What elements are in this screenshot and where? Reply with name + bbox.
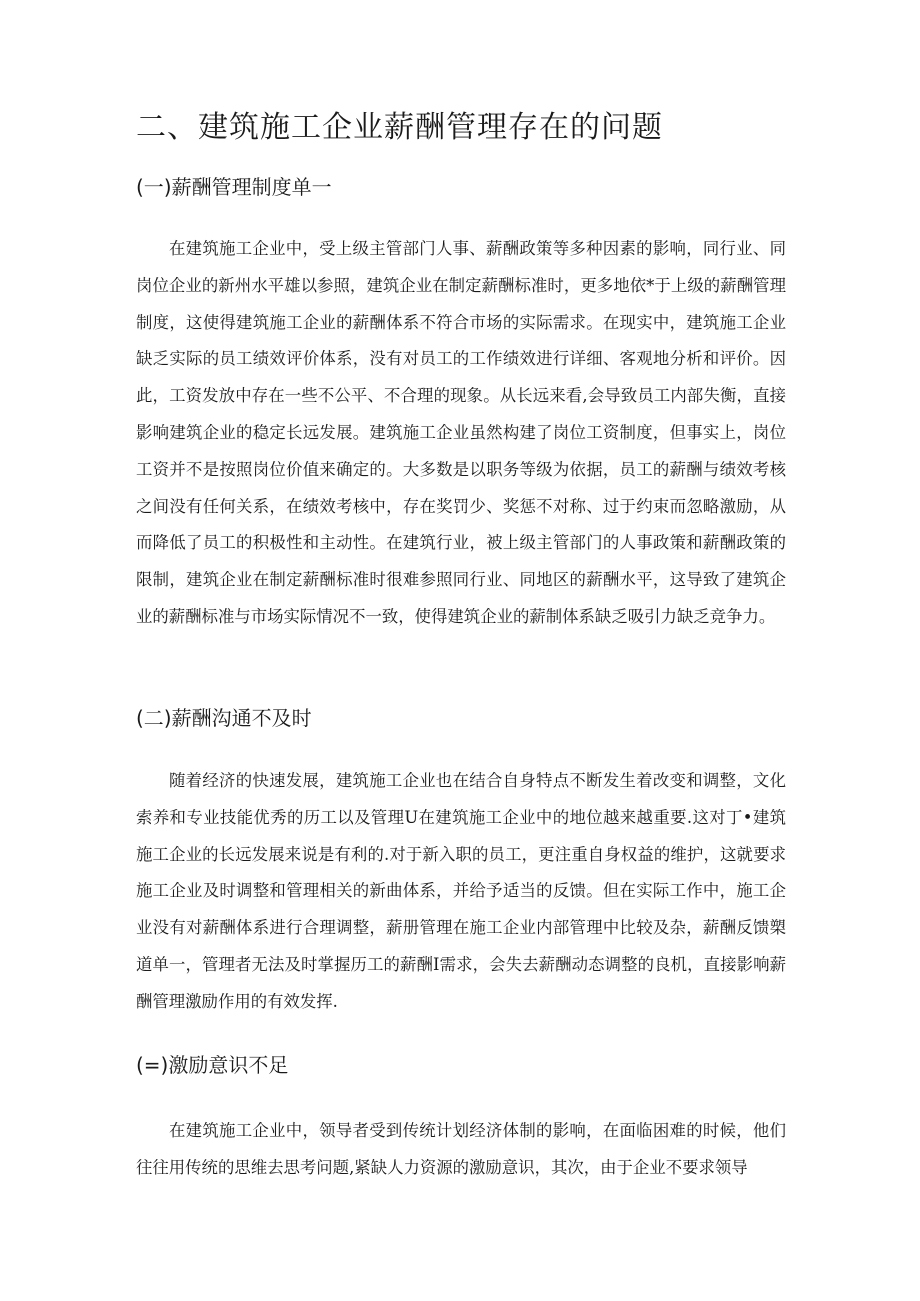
subsection-heading-3: (=)激励意识不足 [136,1053,289,1077]
subsection-body-3: 在建筑施工企业中，领导者受到传统计划经济体制的影响，在面临困难的时候，他们往往用传统的思维去思考问题,紧缺人力资源的激励意识，其次，由于企业不要求领导 [136,1121,786,1177]
subsection-body-2: 随着经济的快速发展，建筑施工企业也在结合自身特点不断发生着改变和调整，文化索养和专业技能优秀的历工以及管理U在建筑施工企业中的地位越来越重要.这对丁•建筑施工企业的长远发展来说是有利的.对于新入职的员工，更注重自身权益的维护，这就要求施工企业及时调整和管理相关的新曲体系，并给予适当的反馈。但在实际工作中，施工企业没有对薪酬体系进行合理调整，薪册管理在施工企业内部管理中比较及杂，薪酬反馈槊道单一，管理者无法及时掌握历工的薪酬I需求，会失去薪酬动态调整的良机，直接影响薪酬管理激励作用的有效发挥. [136,771,786,1011]
subsection-heading-1: (一)薪酬管理制度单一 [136,175,332,199]
subsection-heading-2: (二)薪酬沟通不及时 [136,706,312,730]
section-title: 二、建筑施工企业薪酬管理存在的问题 [136,110,663,145]
subsection-body-1: 在建筑施工企业中，受上级主管部门人事、薪酬政策等多种因素的影响，同行业、同岗位企业的新州水平雄以参照，建筑企业在制定薪酬标准时，更多地依*于上级的薪酬管理制度，这使得建筑施工企业的薪酬体系不符合市场的实际需求。在现实中，建筑施工企业缺乏实际的员工绩效评价体系，没有对员工的工作绩效进行详细、客观地分析和评价。因此，工资发放中存在一些不公平、不合理的现象。从长远来看,会导致员工内部失衡，直接影响建筑企业的稳定长远发展。建筑施工企业虽然构建了岗位工资制度，但事实上，岗位工资并不是按照岗位价值来确定的。大多数是以职务等级为依据，员工的薪酬与绩效考核之间没有任何关系，在绩效考核中，存在奖罚少、奖惩不对称、过于约束而忽略激励，从而降低了员工的积极性和主动性。在建筑行业，被上级主管部门的人事政策和薪酬政策的限制，建筑企业在制定薪酬标准时很难参照同行业、同地区的薪酬水平，这导致了建筑企业的薪酬标准与市场实际情况不一致，使得建筑企业的薪制体系缺乏吸引力缺乏竞争力。 [136,239,786,626]
